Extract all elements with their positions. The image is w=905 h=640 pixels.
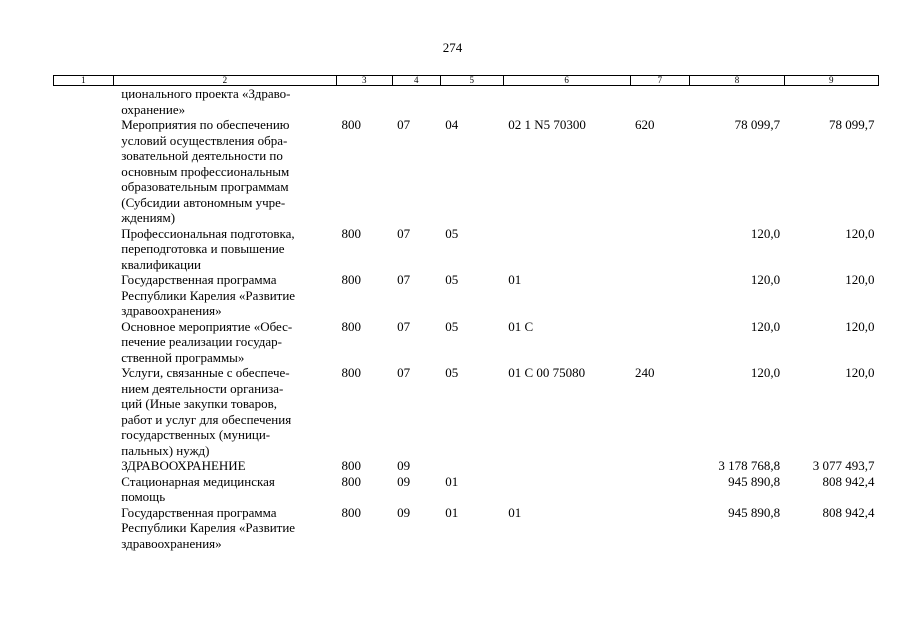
row-name-cell: Государственная программа Республики Карелия «Развитие здравоохранения» [121, 272, 296, 318]
section-cell: 07 [397, 272, 411, 287]
amount-year1-cell: 945 890,8 [728, 473, 781, 489]
amount-year2-cell: 120,0 [845, 365, 875, 380]
blank-cell [54, 86, 114, 118]
column-header: 7 [630, 76, 690, 86]
target-article-cell [503, 86, 630, 118]
section-cell: 07 [397, 365, 411, 380]
blank-cell [54, 226, 114, 273]
amount-year1-cell: 120,0 [750, 318, 781, 334]
subsection-cell: 04 [445, 117, 459, 132]
subsection-cell: 01 [445, 504, 459, 520]
column-header: 4 [392, 76, 440, 86]
row-name-cell: ЗДРАВООХРАНЕНИЕ [121, 458, 246, 473]
table-row [54, 272, 879, 319]
target-article-cell: 02 1 N5 70300 [508, 117, 586, 132]
row-name-cell: Профессиональная подготовка, переподготовка и повышение квалификации [121, 225, 295, 272]
blank-cell [54, 272, 114, 319]
blank-cell [54, 117, 114, 226]
target-article-cell [503, 474, 630, 505]
section-cell [392, 86, 440, 118]
table-body [54, 86, 879, 552]
blank-cell [54, 474, 114, 505]
section-cell: 07 [397, 225, 411, 241]
amount-year2-cell: 120,0 [845, 272, 875, 287]
subsection-cell: 05 [445, 365, 459, 380]
table-row [54, 365, 879, 458]
target-article-cell [503, 458, 630, 474]
column-header: 3 [337, 76, 393, 86]
table-row [54, 226, 879, 273]
table-row [54, 117, 879, 226]
section-cell: 09 [397, 473, 411, 489]
ved-cell: 800 [341, 318, 362, 334]
section-cell: 07 [397, 117, 411, 132]
table-row [54, 86, 879, 118]
target-article-cell [503, 226, 630, 273]
expense-type-cell [630, 505, 690, 552]
amount-year2-cell: 120,0 [845, 225, 875, 241]
amount-year2-cell: 808 942,4 [822, 504, 875, 520]
target-article-cell: 01 С 00 75080 [508, 365, 586, 380]
budget-table [53, 75, 879, 551]
row-name-cell: Мероприятия по обеспечению условий осуществления обра- зовательной деятельности по основным профессиональным образовательным программам (Субсидии автономным учре- ждениям) [121, 117, 290, 225]
expense-type-cell [630, 272, 690, 319]
section-cell: 09 [397, 504, 411, 520]
table-row [54, 319, 879, 366]
blank-cell [54, 505, 114, 552]
section-cell: 09 [397, 458, 411, 473]
column-header: 5 [440, 76, 503, 86]
row-name-cell: Стационарная медицинская помощь [121, 473, 275, 504]
target-article-cell: 01 [508, 504, 522, 520]
amount-year1-cell: 3 178 768,8 [718, 458, 781, 473]
column-header: 6 [503, 76, 630, 86]
column-header: 8 [690, 76, 784, 86]
expense-type-cell: 620 [635, 117, 655, 132]
target-article-cell: 01 [508, 272, 522, 287]
ved-cell: 800 [341, 225, 362, 241]
subsection-cell: 05 [445, 225, 459, 241]
expense-type-cell [630, 226, 690, 273]
ved-cell [337, 86, 393, 118]
ved-cell: 800 [341, 473, 362, 489]
table-row [54, 505, 879, 552]
ved-cell: 800 [341, 272, 362, 287]
expense-type-cell [630, 86, 690, 118]
amount-year1-cell: 120,0 [750, 225, 781, 241]
row-name-cell: Основное мероприятие «Обес- печение реализации государ- ственной программы» [121, 318, 293, 365]
amount-year2-cell: 3 077 493,7 [812, 458, 875, 473]
row-name-cell: Услуги, связанные с обеспече- нием деятельности организа- ций (Иные закупки товаров, работ и услуг для обеспечения государственных (муници- пальных) нужд) [121, 365, 292, 458]
amount-year1-cell [690, 86, 784, 118]
row-name-cell: ционального проекта «Здраво- охранение» [121, 86, 291, 117]
column-number-header [54, 76, 879, 86]
amount-year1-cell: 120,0 [750, 365, 781, 380]
amount-year2-cell [784, 86, 878, 118]
subsection-cell: 05 [445, 272, 459, 287]
column-header: 1 [54, 76, 114, 86]
expense-type-cell [630, 474, 690, 505]
amount-year1-cell: 120,0 [750, 272, 781, 287]
amount-year1-cell: 945 890,8 [728, 504, 781, 520]
subsection-cell [440, 458, 503, 474]
ved-cell: 800 [341, 504, 362, 520]
amount-year1-cell: 78 099,7 [734, 117, 781, 132]
blank-cell [54, 458, 114, 474]
subsection-cell: 05 [445, 318, 459, 334]
ved-cell: 800 [341, 365, 362, 380]
blank-cell [54, 365, 114, 458]
row-name-cell: Государственная программа Республики Карелия «Развитие здравоохранения» [121, 504, 296, 551]
page-number: 274 [442, 40, 463, 55]
amount-year2-cell: 78 099,7 [829, 117, 875, 132]
ved-cell: 800 [341, 117, 362, 132]
subsection-cell: 01 [445, 473, 459, 489]
blank-cell [54, 319, 114, 366]
table-row [54, 474, 879, 505]
amount-year2-cell: 808 942,4 [822, 473, 875, 489]
table-row [54, 458, 879, 474]
column-header: 2 [113, 76, 336, 86]
section-cell: 07 [397, 318, 411, 334]
expense-type-cell [630, 319, 690, 366]
target-article-cell: 01 С [508, 318, 534, 334]
ved-cell: 800 [341, 458, 362, 473]
expense-type-cell [630, 458, 690, 474]
subsection-cell [440, 86, 503, 118]
column-header: 9 [784, 76, 878, 86]
expense-type-cell: 240 [635, 365, 655, 380]
amount-year2-cell: 120,0 [845, 318, 875, 334]
